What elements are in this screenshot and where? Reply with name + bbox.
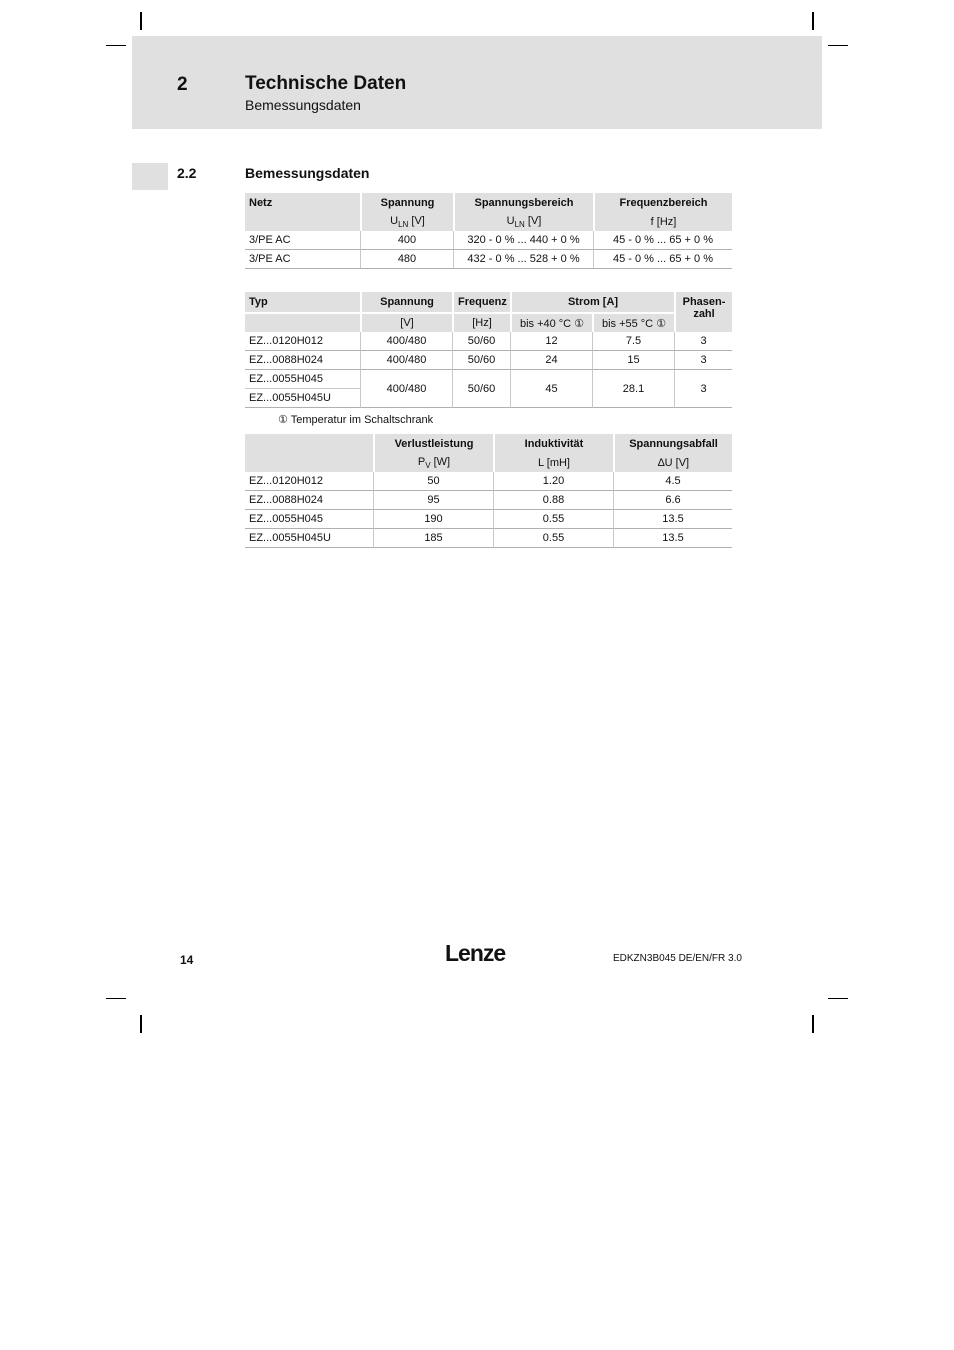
col-netz-unit [245,213,360,231]
col-typ-unit [245,312,360,332]
table-row: 3/PE AC 480 432 - 0 % ... 528 + 0 % 45 - 0 % ... 65 + 0 % [245,250,732,269]
col-strom: Strom [A] [510,292,674,312]
crop-mark [828,45,848,46]
col-frequenzbereich: Frequenzbereich [593,193,732,213]
col-phasenzahl: Phasen- zahl [674,292,732,332]
chapter-number: 2 [177,74,188,95]
col-typ [245,434,373,454]
table-row: 3/PE AC 400 320 - 0 % ... 440 + 0 % 45 - 0 % ... 65 + 0 % [245,231,732,250]
section-title: Bemessungsdaten [245,165,370,181]
table-row: EZ...0088H024 400/480 50/60 24 15 3 [245,351,732,370]
crop-mark [828,998,848,999]
col-spannung-unit: [V] [360,312,452,332]
crop-mark [106,45,126,46]
section-marker [132,163,168,190]
crop-mark [812,1015,814,1033]
col-induktivitaet-unit: L [mH] [493,454,613,472]
crop-mark [812,12,814,30]
col-spannungsabfall-unit: ∆U [V] [613,454,732,472]
col-spannungsbereich-unit: $U_{LN}$ [V] [453,213,593,231]
col-frequenz: Frequenz [452,292,510,312]
col-spannung: Spannung [360,292,452,312]
page-number: 14 [180,953,194,967]
typ-table [245,292,732,408]
table-row: EZ...0055H045 400/480 50/60 45 28.1 3 [245,370,732,389]
col-frequenzbereich-unit: f [Hz] [593,213,732,231]
document-code: EDKZN3B045 DE/EN/FR 3.0 [613,953,742,964]
col-typ: Typ [245,292,360,312]
chapter-title: Technische Daten [245,73,407,94]
table-row: EZ...0055H045U 185 0.55 13.5 [245,529,732,548]
col-verlustleistung: Verlustleistung [373,434,493,454]
col-netz: Netz [245,193,360,213]
col-spannung: Spannung [360,193,453,213]
table-row: EZ...0055H045 190 0.55 13.5 [245,510,732,529]
verlust-table [245,434,732,548]
table-row: EZ...0088H024 95 0.88 6.6 [245,491,732,510]
col-induktivitaet: Induktivität [493,434,613,454]
footnote: ① Temperatur im Schaltschrank [278,414,434,426]
chapter-header-band [132,36,822,129]
col-spannung-unit: $U_{LN}$ [V] [360,213,453,231]
table-row: EZ...0120H012 50 1.20 4.5 [245,472,732,491]
crop-mark [106,998,126,999]
table-row: EZ...0120H012 400/480 50/60 12 7.5 3 [245,332,732,351]
col-spannungsabfall: Spannungsabfall [613,434,732,454]
col-spannungsbereich: Spannungsbereich [453,193,593,213]
netz-table [245,193,732,269]
col-strom-40: bis +40 °C ① [510,312,592,332]
col-frequenz-unit: [Hz] [452,312,510,332]
section-number: 2.2 [177,165,197,181]
col-strom-55: bis +55 °C ① [592,312,674,332]
chapter-subtitle: Bemessungsdaten [245,97,361,113]
col-verlustleistung-unit: $P_V$ [W] [373,454,493,472]
crop-mark [140,1015,142,1033]
col-typ-unit [245,454,373,472]
table-row: EZ...0055H045U [245,389,732,408]
crop-mark [140,12,142,30]
lenze-logo: Lenze [445,940,506,966]
